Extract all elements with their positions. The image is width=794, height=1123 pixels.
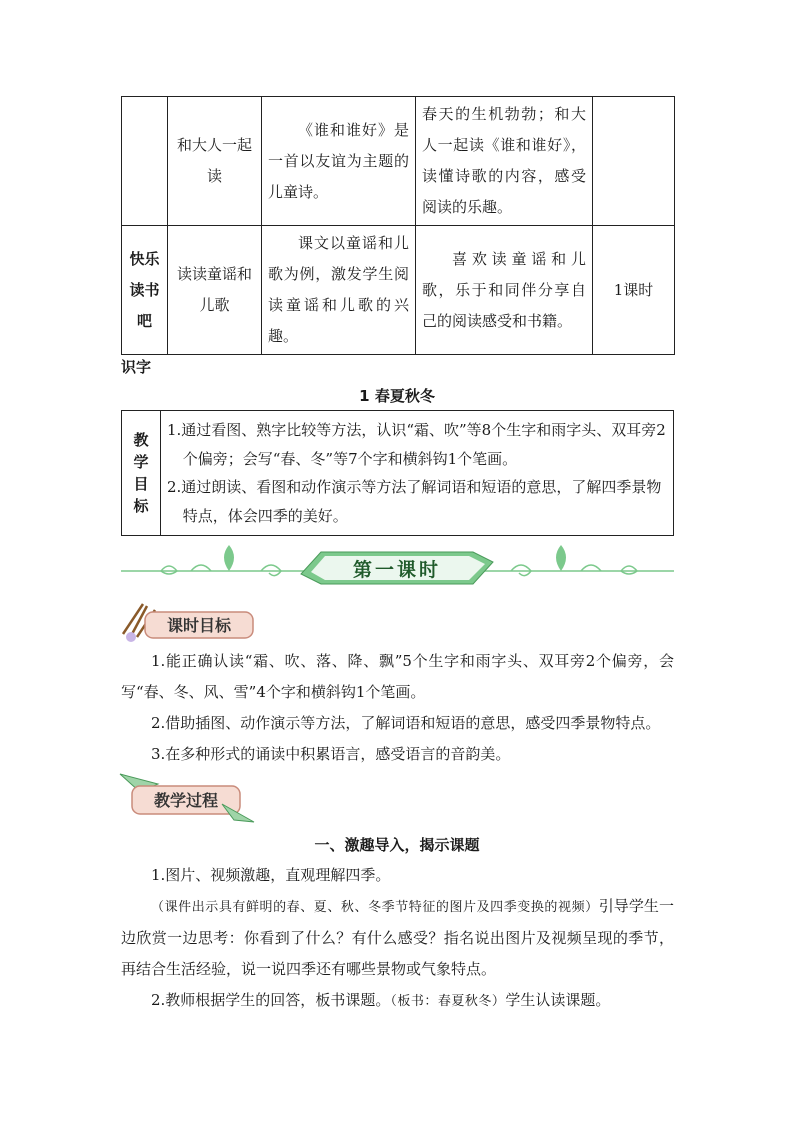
leaf-icon bbox=[224, 545, 234, 571]
goals-badge bbox=[117, 600, 257, 645]
vine-left-icon bbox=[121, 565, 316, 576]
table-cell: 1课时 bbox=[593, 226, 675, 355]
objectives-heading-char: 学 bbox=[133, 453, 149, 471]
table-cell: 和大人一起读 bbox=[168, 97, 262, 226]
process-heading: 一、激趣导入，揭示课题 bbox=[314, 836, 480, 854]
table-cell: 喜欢读童谣和儿歌，乐于和同伴分享自己的阅读感受和书籍。 bbox=[416, 226, 593, 355]
lesson-title: 1 春夏秋冬 bbox=[359, 387, 435, 405]
lesson-banner bbox=[121, 540, 674, 600]
objectives-heading-char: 标 bbox=[133, 497, 149, 515]
banner-title: 第一课时 bbox=[352, 559, 442, 581]
table-cell bbox=[122, 97, 168, 226]
table-cell bbox=[593, 97, 675, 226]
goal-item: 3.在多种形式的诵读中积累语言，感受语言的音韵美。 bbox=[151, 745, 511, 763]
courseware-note: （课件出示具有鲜明的春、夏、秋、冬季节特征的图片及四季变换的视频） bbox=[151, 900, 599, 915]
objectives-box bbox=[121, 410, 674, 536]
table-row bbox=[122, 226, 675, 355]
objectives-heading bbox=[122, 411, 161, 535]
process-body bbox=[121, 860, 674, 1017]
objectives-heading-char: 目 bbox=[133, 475, 149, 493]
table-cell: 春天的生机勃勃；和大人一起读《谁和谁好》，读懂诗歌的内容，感受阅读的乐趣。 bbox=[416, 97, 593, 226]
leaf-icon bbox=[556, 545, 566, 571]
objective-item: 2.通过朗读、看图和动作演示等方法了解词语和短语的意思，了解四季景物特点，体会四季的美好。 bbox=[167, 478, 662, 525]
process-badge bbox=[118, 768, 258, 826]
table-row bbox=[122, 97, 675, 226]
process-paragraph: 1.图片、视频激趣，直观理解四季。 bbox=[151, 866, 391, 884]
vine-right-icon bbox=[481, 565, 674, 576]
process-text: 学生认读课题。 bbox=[505, 991, 611, 1009]
section-label: 识字 bbox=[121, 358, 152, 376]
process-text: 引导学生一边欣赏一边思考：你看到了什么？有什么感受？指名说出图片及视频呈现的季节，再结合生活经验，说一说四季还有哪些景物或气象特点。 bbox=[121, 897, 674, 978]
objectives-heading-char: 教 bbox=[133, 431, 149, 449]
process-paragraph bbox=[121, 985, 674, 1017]
process-badge-label: 教学过程 bbox=[153, 791, 219, 810]
objectives-list bbox=[161, 411, 673, 535]
goals-badge-label: 课时目标 bbox=[166, 616, 232, 635]
curriculum-table bbox=[121, 96, 675, 355]
process-text: 2.教师根据学生的回答，板书课题。 bbox=[151, 991, 391, 1009]
table-cell: 快乐读书吧 bbox=[122, 226, 168, 355]
process-paragraph bbox=[121, 891, 674, 985]
table-cell: 读读童谣和儿歌 bbox=[168, 226, 262, 355]
board-note: （板书：春夏秋冬） bbox=[390, 994, 506, 1009]
objective-item: 1.通过看图、熟字比较等方法，认识“霜、吹”等8个生字和雨字头、双耳旁2个偏旁；会写“春、冬”等7个字和横斜钩1个笔画。 bbox=[167, 421, 666, 468]
goal-item: 2.借助插图、动作演示等方法，了解词语和短语的意思，感受四季景物特点。 bbox=[151, 714, 661, 732]
goals-list bbox=[121, 646, 674, 770]
table-cell: 课文以童谣和儿歌为例，激发学生阅读童谣和儿歌的兴趣。 bbox=[262, 226, 416, 355]
table-cell: 《谁和谁好》是一首以友谊为主题的儿童诗。 bbox=[262, 97, 416, 226]
goal-item: 1.能正确认读“霜、吹、落、降、飘”5个生字和雨字头、双耳旁2个偏旁，会写“春、冬、风、雪”4个字和横斜钩1个笔画。 bbox=[121, 652, 674, 701]
